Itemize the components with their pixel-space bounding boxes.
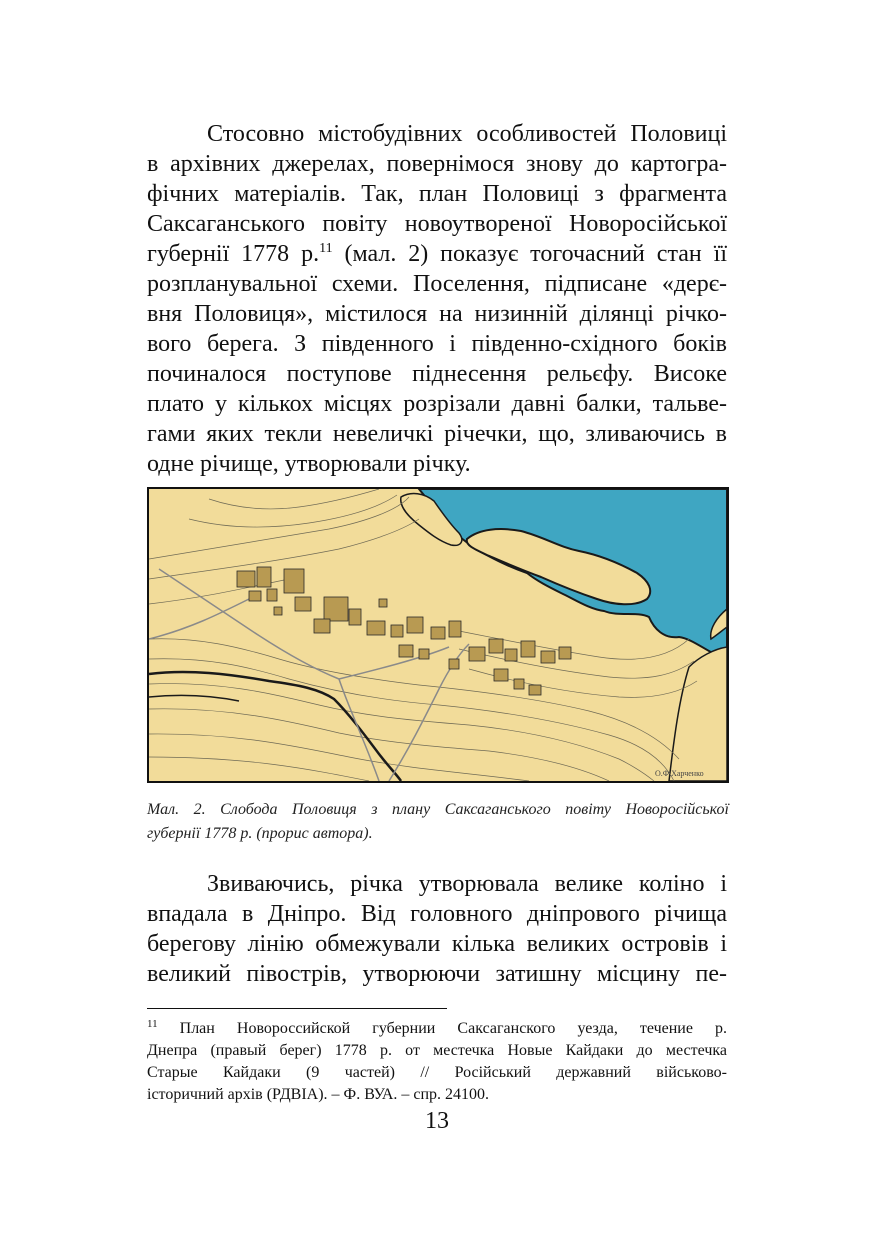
footnote-divider xyxy=(147,1008,447,1009)
text-line: гами яких текли невеличкі річечки, що, зливаючись в xyxy=(147,421,727,447)
footnote-line: історичний архів (РДВІА). – Ф. ВУА. – спр. 24100. xyxy=(147,1086,490,1103)
caption-line: Мал. 2. Слобода Половиця з плану Саксаганського повіту Новоросійської xyxy=(147,801,729,818)
text-line: великий півострів, утворюючи затишну місцину пе- xyxy=(147,961,727,987)
text-line: Стосовно містобудівних особливостей Половиці xyxy=(207,121,727,147)
text-line-with-footnote xyxy=(147,239,727,269)
text-fragment: губернії 1778 р. xyxy=(147,241,320,267)
text-line: берегову лінію обмежували кілька великих островів і xyxy=(147,931,727,957)
text-line: вня Половиця», містилося на низинній ділянці річко- xyxy=(147,301,727,327)
caption-line: губернії 1778 р. (прорис автора). xyxy=(147,825,373,842)
text-line: вого берега. З південного і південно-східного боків xyxy=(147,331,727,357)
text-line: починалося поступове піднесення рельєфу. Високе xyxy=(147,361,727,387)
footnote-text: План Новороссийской губернии Саксаганского уезда, течение р. xyxy=(157,1020,727,1037)
text-line: Саксаганського повіту новоутвореної Новоросійської xyxy=(147,211,727,237)
page-number: 13 xyxy=(425,1108,449,1134)
figure-caption xyxy=(147,798,729,846)
footnote xyxy=(147,1018,727,1106)
text-line: Звиваючись, річка утворювала велике коліно і xyxy=(207,871,727,897)
text-line: плато у кількох місцях розрізали давні балки, тальве- xyxy=(147,391,727,417)
text-line: розпланувальної схеми. Поселення, підписане «дерє- xyxy=(147,271,727,297)
text-line: впадала в Дніпро. Від головного дніпрового річища xyxy=(147,901,727,927)
footnote-line: Старые Кайдаки (9 частей) // Російський державний військово- xyxy=(147,1064,727,1081)
footnote-line xyxy=(147,1018,727,1040)
settlement-map-illustration xyxy=(149,489,727,781)
text-line: одне річище, утворювали річку. xyxy=(147,451,471,477)
text-fragment: (мал. 2) показує тогочасний стан її xyxy=(332,241,727,267)
main-paragraph-2 xyxy=(147,869,727,989)
text-line: в архівних джерелах, повернімося знову до картогра- xyxy=(147,151,727,177)
map-signature: О.Ф.Харченко xyxy=(655,769,704,778)
text-line: фічних матеріалів. Так, план Половиці з фрагмента xyxy=(147,181,727,207)
footnote-line: Днепра (правый берег) 1778 р. от местечка Новые Кайдаки до местечка xyxy=(147,1042,727,1059)
main-paragraph-1 xyxy=(147,119,727,479)
footnote-reference[interactable]: 11 xyxy=(319,241,333,256)
footnote-number: 11 xyxy=(147,1018,158,1030)
map-figure xyxy=(147,487,729,783)
